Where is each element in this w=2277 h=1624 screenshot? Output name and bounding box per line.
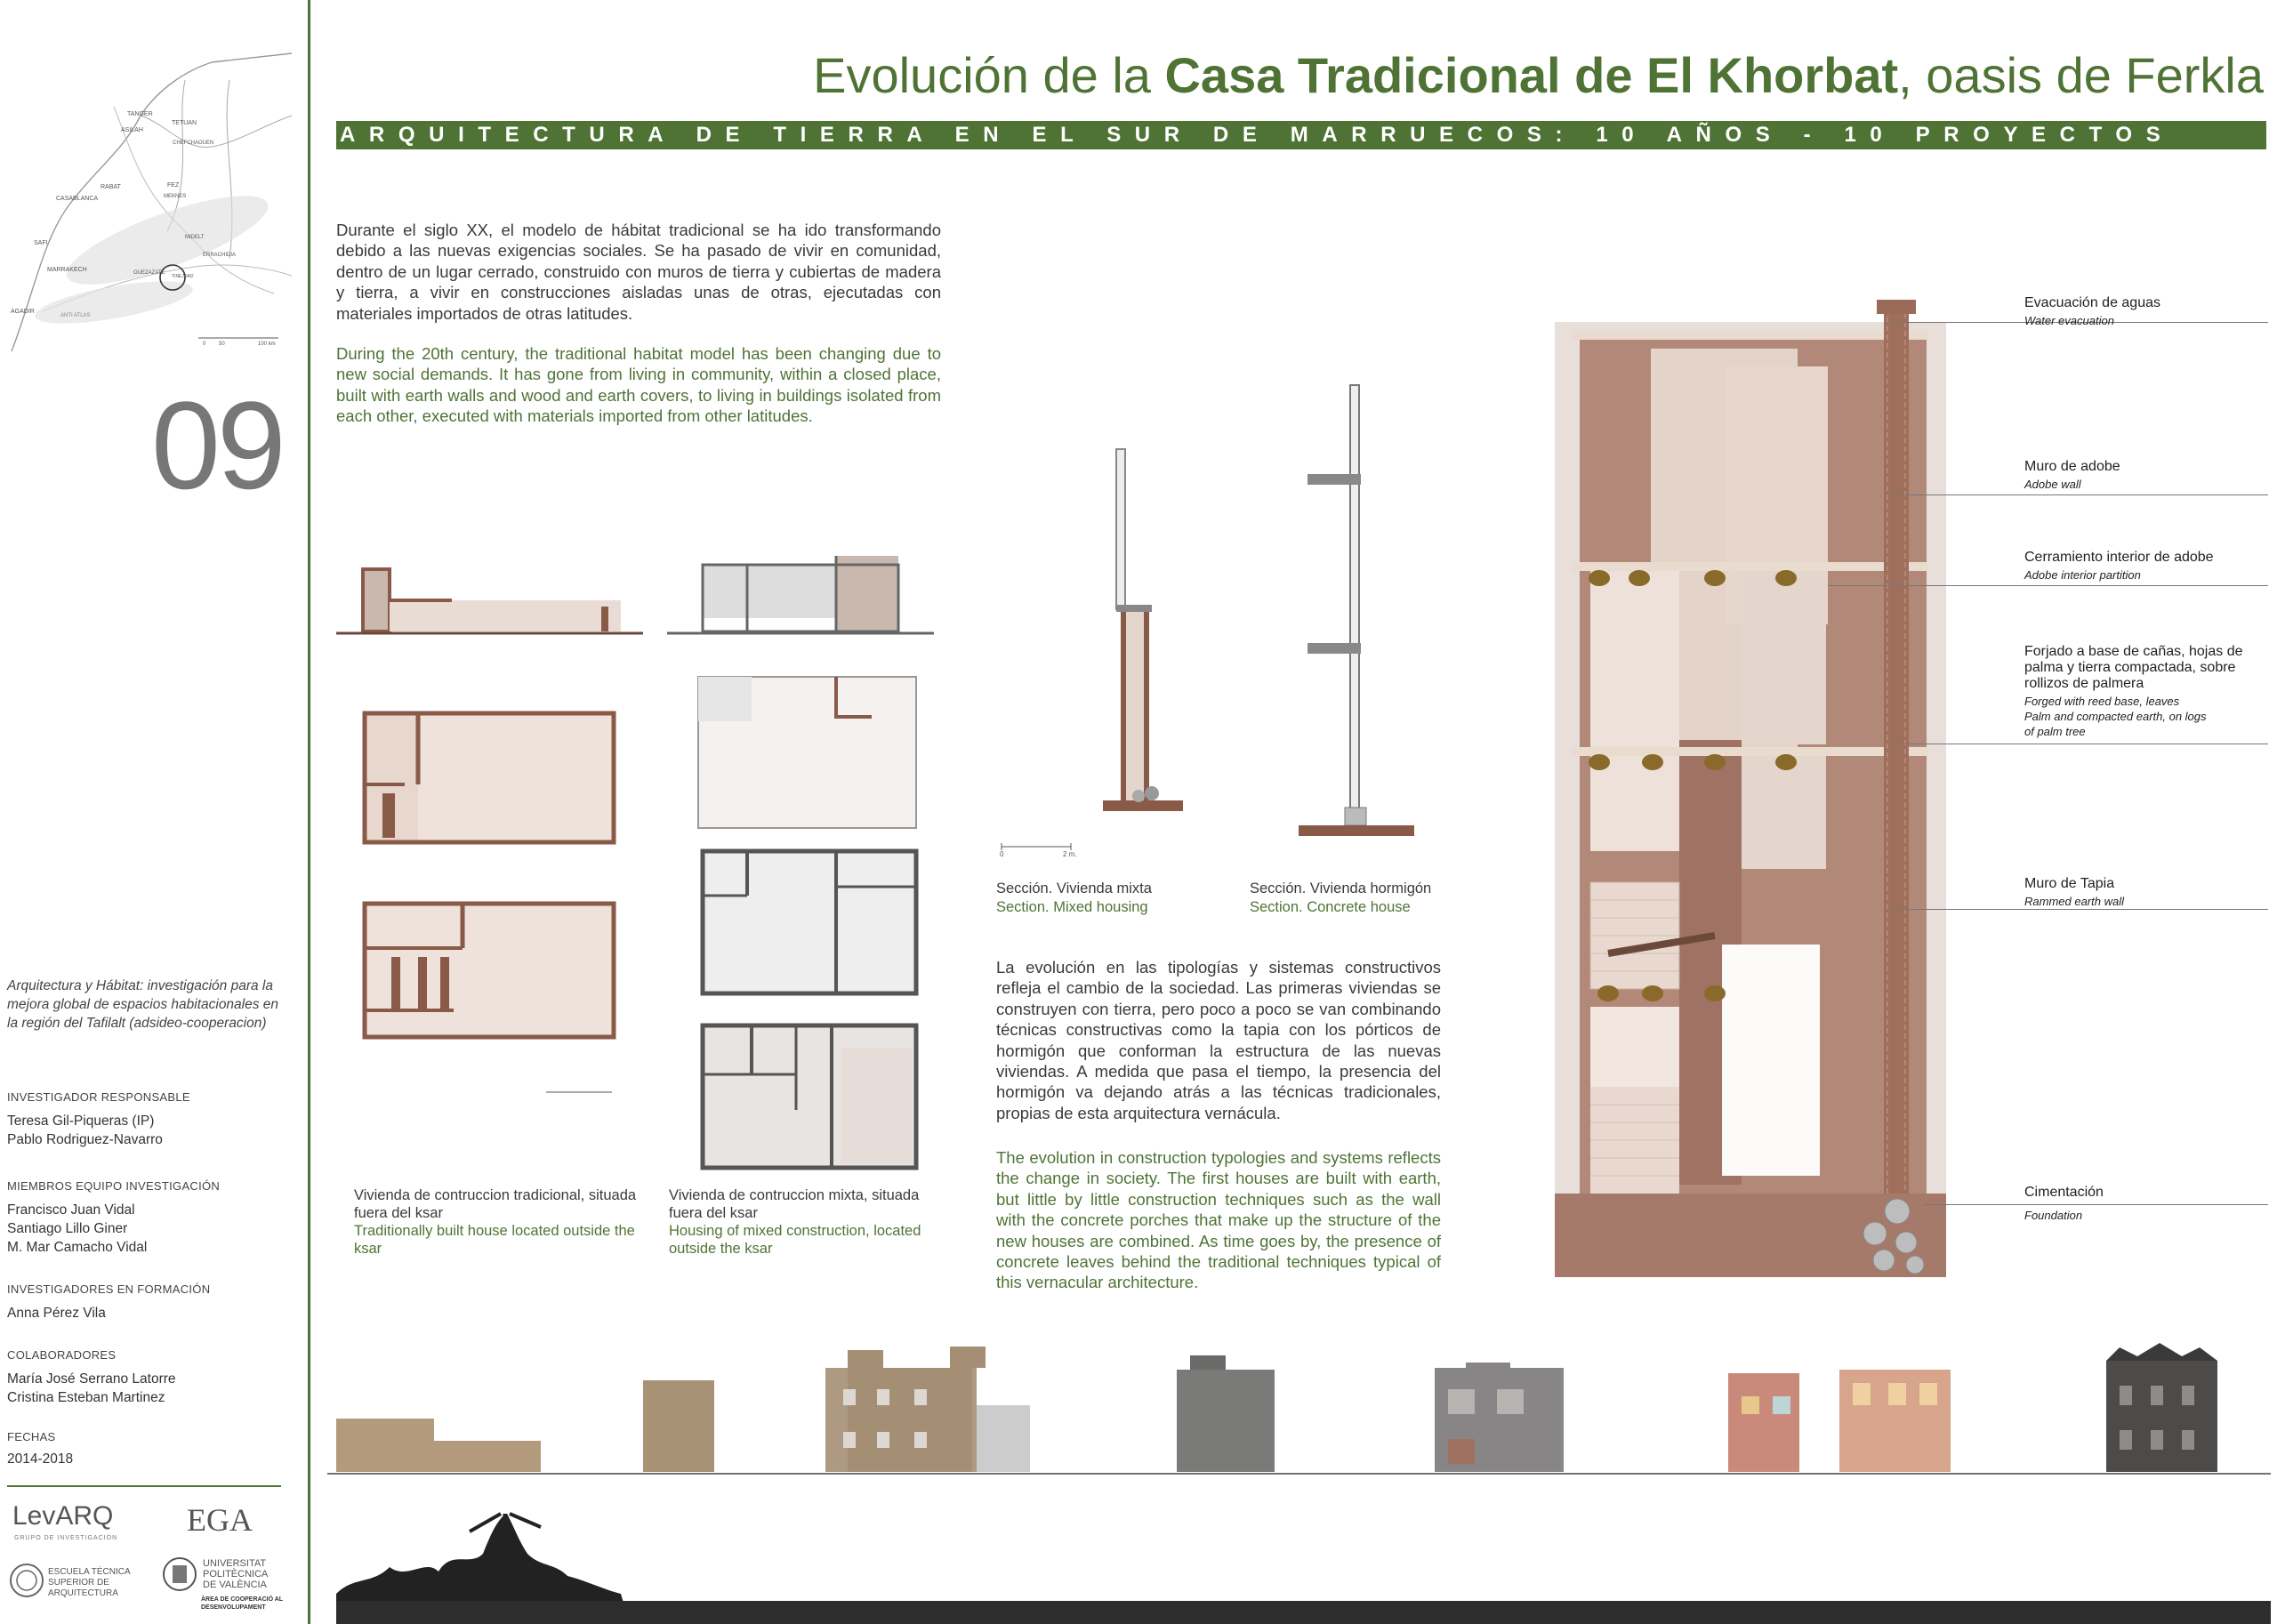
label-slab-es	[2024, 644, 2243, 692]
elevation-traditional	[336, 551, 643, 649]
label-slab-line: Palm and compacted earth, on logs	[2024, 710, 2207, 723]
plan-mixed-roof	[694, 672, 925, 832]
title-part: Evolución de la	[813, 47, 1165, 103]
evolution-text-en: The evolution in construction typologies and systems reflects the change in society. The first houses are built with earth, but little by little construction techniques such as the wall with the concrete porches that make up the structure of the new houses are combined. As time goes by, the presence of concrete leaves behind the traditional techniques typical of this vernacular architecture.	[996, 1148, 1441, 1292]
caption-mixed-en: Housing of mixed construction, located outside the ksar	[669, 1223, 921, 1257]
map-label: MIDELT	[185, 235, 205, 240]
facade-evolution-strip	[336, 1334, 2271, 1476]
intro-text-es: Durante el siglo XX, el modelo de hábitat tradicional se ha ido transformando debido a las nuevas exigencias sociales. Se ha pasado de vivir en comunidad, dentro de un lugar cerrado, construido con muros de tierra y cubiertas de madera y tierra, a vivir en construcciones aisladas unas de otras, ejecutadas con materiales importados de otras latitudes.	[336, 221, 941, 323]
scale-end: 2 m.	[1063, 850, 1077, 858]
map-label: CHEFCHAOUEN	[173, 141, 214, 146]
project-description: Arquitectura y Hábitat: investigación para la mejora global de espacios habitacionales en la región del Tafilalt (adsideo-cooperacion)	[7, 978, 279, 1031]
leader-line	[1895, 494, 2268, 495]
banner-text: ARQUITECTURA DE TIERRA EN EL SUR DE MARRUECOS: 10 AÑOS - 10 PROYECTOS	[340, 123, 2175, 147]
title-bold: Casa Tradicional de El Khorbat	[1164, 47, 1899, 103]
ega-logo: EGA	[187, 1502, 253, 1538]
plan-mixed-ground	[698, 847, 921, 998]
map-scale-label: 0	[203, 342, 206, 347]
label-foundation-en: Foundation	[2024, 1209, 2083, 1222]
sidebar-person: María José Serrano Latorre	[7, 1371, 176, 1387]
label-partition-en: Adobe interior partition	[2024, 568, 2141, 582]
label-slab-line: Forged with reed base, leaves	[2024, 695, 2180, 708]
project-number: 09	[151, 375, 283, 515]
title-part: , oasis de Ferkla	[1898, 47, 2264, 103]
leader-line	[1828, 585, 2268, 586]
label-slab-line: Forjado a base de cañas, hojas de	[2024, 644, 2243, 659]
plan-traditional-ground	[356, 704, 623, 847]
upv-line: UNIVERSITAT	[203, 1558, 267, 1569]
plan-traditional-upper	[356, 895, 623, 1041]
plan-scale-bar	[544, 1087, 616, 1097]
leader-line	[1923, 1204, 2268, 1205]
sidebar-heading-dates: FECHAS	[7, 1430, 56, 1443]
palm-silhouette	[336, 1505, 2271, 1624]
etsa-line: SUPERIOR DE	[48, 1578, 109, 1588]
map-label: TETUAN	[172, 120, 197, 126]
map-label: SAFI	[34, 240, 48, 246]
label-water-es: Evacuación de aguas	[2024, 295, 2160, 310]
sidebar-divider	[308, 0, 310, 1624]
evolution-text-es: La evolución en las tipologías y sistemas constructivos refleja el cambio de la sociedad. Las primeras viviendas se construyen con tierra, pero poco a poco se van combinando técnicas constructivas como la tapia con los pórticos de hormigón que conforman la estructura de las nuevas viviendas. A medida que pasa el tiempo, la presencia del hormigón va dejando atrás a las técnicas tradicionales, propias de esta arquitectura vernácula.	[996, 958, 1441, 1122]
map-label: AGADIR	[11, 309, 35, 315]
etsa-line: ARQUITECTURA	[48, 1588, 118, 1598]
leader-line	[1895, 909, 2268, 910]
sidebar-person: Teresa Gil-Piqueras (IP)	[7, 1113, 155, 1129]
caption-section-concrete-en: Section. Concrete house	[1250, 899, 1411, 915]
caption-section-mixed-en: Section. Mixed housing	[996, 899, 1148, 915]
label-slab-line: rollizos de palmera	[2024, 676, 2144, 691]
map-scale-label: 50	[219, 342, 225, 347]
sidebar-heading-collab: COLABORADORES	[7, 1348, 117, 1362]
sidebar-person: Cristina Esteban Martinez	[7, 1390, 165, 1405]
label-slab-en	[2024, 694, 2207, 739]
subtitle-banner	[336, 121, 2266, 149]
upv-seal-icon	[162, 1556, 197, 1592]
label-slab-line: of palm tree	[2024, 725, 2086, 738]
label-tapia-en: Rammed earth wall	[2024, 895, 2124, 908]
location-map	[7, 44, 301, 356]
sidebar-heading-training: INVESTIGADORES EN FORMACIÓN	[7, 1282, 211, 1296]
map-label: TANGER	[127, 111, 153, 117]
caption-section-mixed-es: Sección. Vivienda mixta	[996, 880, 1152, 896]
map-label: RABAT	[101, 184, 121, 190]
scale-zero: 0	[1000, 850, 1004, 858]
elevation-mixed	[667, 551, 934, 651]
caption-traditional-en: Traditionally built house located outside the ksar	[354, 1223, 635, 1257]
label-foundation-es: Cimentación	[2024, 1185, 2104, 1200]
map-scale-label: 100 km	[258, 342, 276, 347]
traditional-house-section	[1555, 295, 1946, 1277]
upv-line: POLITÈCNICA	[203, 1569, 269, 1580]
sidebar-heading-lead: INVESTIGADOR RESPONSABLE	[7, 1090, 190, 1104]
levarq-logo: LevARQ	[12, 1501, 114, 1531]
coop-line: DESENVOLUPAMENT	[201, 1604, 266, 1611]
map-label: ASILAH	[121, 127, 143, 133]
sidebar-person: Santiago Lillo Giner	[7, 1221, 128, 1236]
map-label: MEKNES	[164, 194, 187, 199]
coop-line: ÀREA DE COOPERACIÓ AL	[201, 1596, 284, 1603]
label-adobe-es: Muro de adobe	[2024, 459, 2120, 474]
map-label: TINEJDAD	[172, 274, 194, 279]
label-adobe-en: Adobe wall	[2024, 478, 2081, 491]
label-tapia-es: Muro de Tapia	[2024, 876, 2115, 891]
caption-traditional-es: Vivienda de contruccion tradicional, situada fuera del ksar	[354, 1187, 637, 1221]
sidebar-dates: 2014-2018	[7, 1451, 74, 1467]
caption-section-concrete-es: Sección. Vivienda hormigón	[1250, 880, 1432, 896]
sidebar-person: Francisco Juan Vidal	[7, 1202, 135, 1218]
plan-mixed-upper	[698, 1021, 921, 1172]
section-concrete-drawing	[1290, 381, 1414, 843]
label-water-en: Water evacuation	[2024, 314, 2114, 327]
map-label: OUEZAZATE	[133, 270, 165, 276]
section-mixed-drawing	[1067, 445, 1174, 818]
label-slab-line: palma y tierra compactada, sobre	[2024, 660, 2236, 675]
map-label: ANTI ATLAS	[60, 313, 91, 318]
map-label: CASABLANCA	[56, 196, 99, 202]
sidebar-person: Pablo Rodriguez-Navarro	[7, 1132, 163, 1147]
upv-line: DE VALÈNCIA	[203, 1580, 267, 1590]
page-title	[338, 46, 2264, 104]
map-label: ERRACHIDIA	[203, 253, 237, 258]
map-label: MARRAKECH	[47, 267, 87, 273]
sidebar-person: Anna Pérez Vila	[7, 1306, 106, 1321]
sidebar-heading-team: MIEMBROS EQUIPO INVESTIGACIÓN	[7, 1179, 221, 1193]
label-partition-es: Cerramiento interior de adobe	[2024, 550, 2214, 565]
map-label: FEZ	[167, 182, 180, 189]
etsa-seal-icon	[9, 1563, 44, 1598]
caption-mixed-es: Vivienda de contruccion mixta, situada fuera del ksar	[669, 1187, 920, 1221]
intro-text-en: During the 20th century, the traditional habitat model has been changing due to new social demands. It has gone from living in community, within a closed place, built with earth walls and wood and earth covers, to living in buildings isolated from each other, executed with materials imported from other latitudes.	[336, 344, 941, 426]
levarq-logo-sub: GRUPO DE INVESTIGACIÓN	[14, 1535, 118, 1541]
sidebar-person: M. Mar Camacho Vidal	[7, 1240, 148, 1255]
etsa-line: ESCUELA TÉCNICA	[48, 1567, 131, 1577]
sidebar-rule	[7, 1485, 281, 1487]
